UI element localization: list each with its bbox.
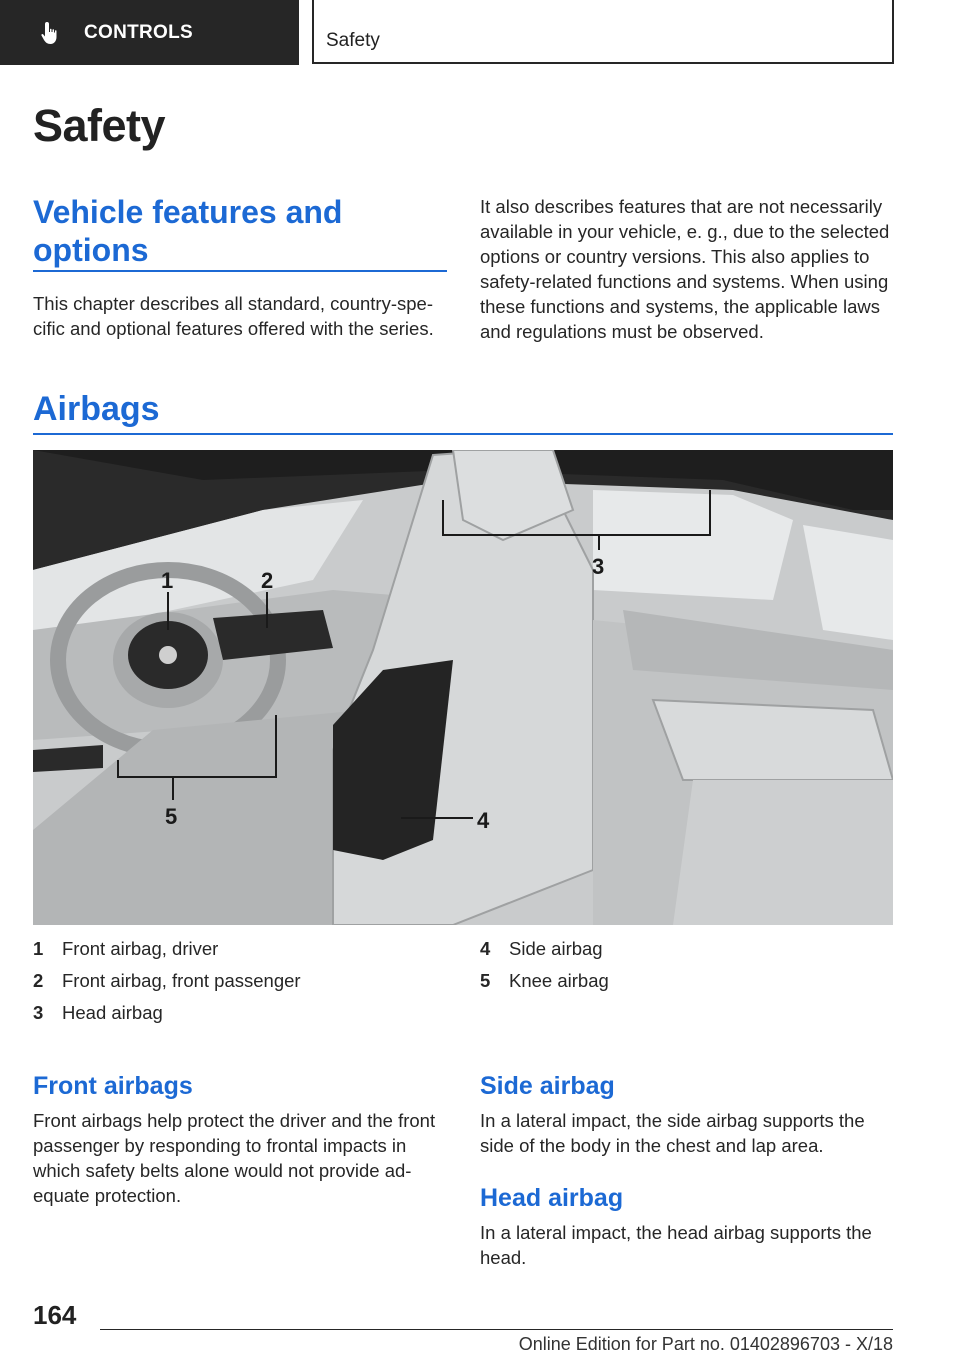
footer-rule [100, 1329, 893, 1330]
callout-4: 4 [477, 808, 490, 833]
legend-text: Side airbag [509, 938, 603, 959]
legend-text: Head airbag [62, 1002, 163, 1023]
section-label: CONTROLS [84, 21, 194, 43]
legend-item [33, 970, 301, 992]
airbags-heading: Airbags [33, 390, 160, 428]
section-rule [33, 270, 447, 272]
legend-item [480, 938, 603, 960]
legend-text: Front airbag, driver [62, 938, 219, 959]
breadcrumb-label: Safety [326, 30, 380, 51]
front-airbags-heading: Front airbags [33, 1072, 193, 1100]
legend-item [480, 970, 609, 992]
breadcrumb [312, 0, 894, 64]
section-tab[interactable] [0, 0, 299, 65]
car-interior-drawing [33, 450, 893, 925]
footer-edition: Online Edition for Part no. 01402896703 - X/18 [518, 1334, 893, 1354]
vehicle-features-para2: It also describes features that are not necessarily available in your vehicle, e. g., due to the selected options or country versions. This also applies to safety-related functions and systems. When using these functions and systems, the applicable laws and regulations must be observed. [480, 196, 890, 342]
head-airbag-heading: Head airbag [480, 1184, 624, 1212]
callout-2: 2 [261, 568, 274, 593]
page-number: 164 [33, 1300, 77, 1330]
side-airbag-text: In a lateral impact, the side airbag supports the side of the body in the chest and lap area. [480, 1110, 865, 1156]
legend-num: 5 [480, 970, 491, 991]
legend-num: 1 [33, 938, 44, 959]
legend-num: 3 [33, 1002, 44, 1023]
airbag-illustration [33, 450, 893, 925]
vehicle-features-heading: Vehicle features and options [33, 194, 343, 268]
head-airbag-text: In a lateral impact, the head airbag supports the head. [480, 1222, 872, 1268]
legend-text: Front airbag, front passenger [62, 970, 301, 991]
legend-num: 4 [480, 938, 491, 959]
legend-item [33, 1002, 163, 1024]
callout-3: 3 [592, 554, 605, 579]
callout-1: 1 [161, 568, 174, 593]
front-airbags-text: Front airbags help protect the driver and the front passenger by responding to frontal impacts in which safety belts alone would not provide adequate protection. [33, 1110, 436, 1206]
callout-5: 5 [165, 804, 178, 829]
vehicle-features-para1: This chapter describes all standard, country-specific and optional features offered with the series. [33, 293, 434, 339]
legend-item [33, 938, 218, 960]
side-airbag-heading: Side airbag [480, 1072, 615, 1100]
hand-pointer-icon [38, 20, 64, 46]
legend-text: Knee airbag [509, 970, 609, 991]
legend-num: 2 [33, 970, 44, 991]
page-title: Safety [33, 100, 166, 151]
airbags-rule [33, 433, 893, 435]
